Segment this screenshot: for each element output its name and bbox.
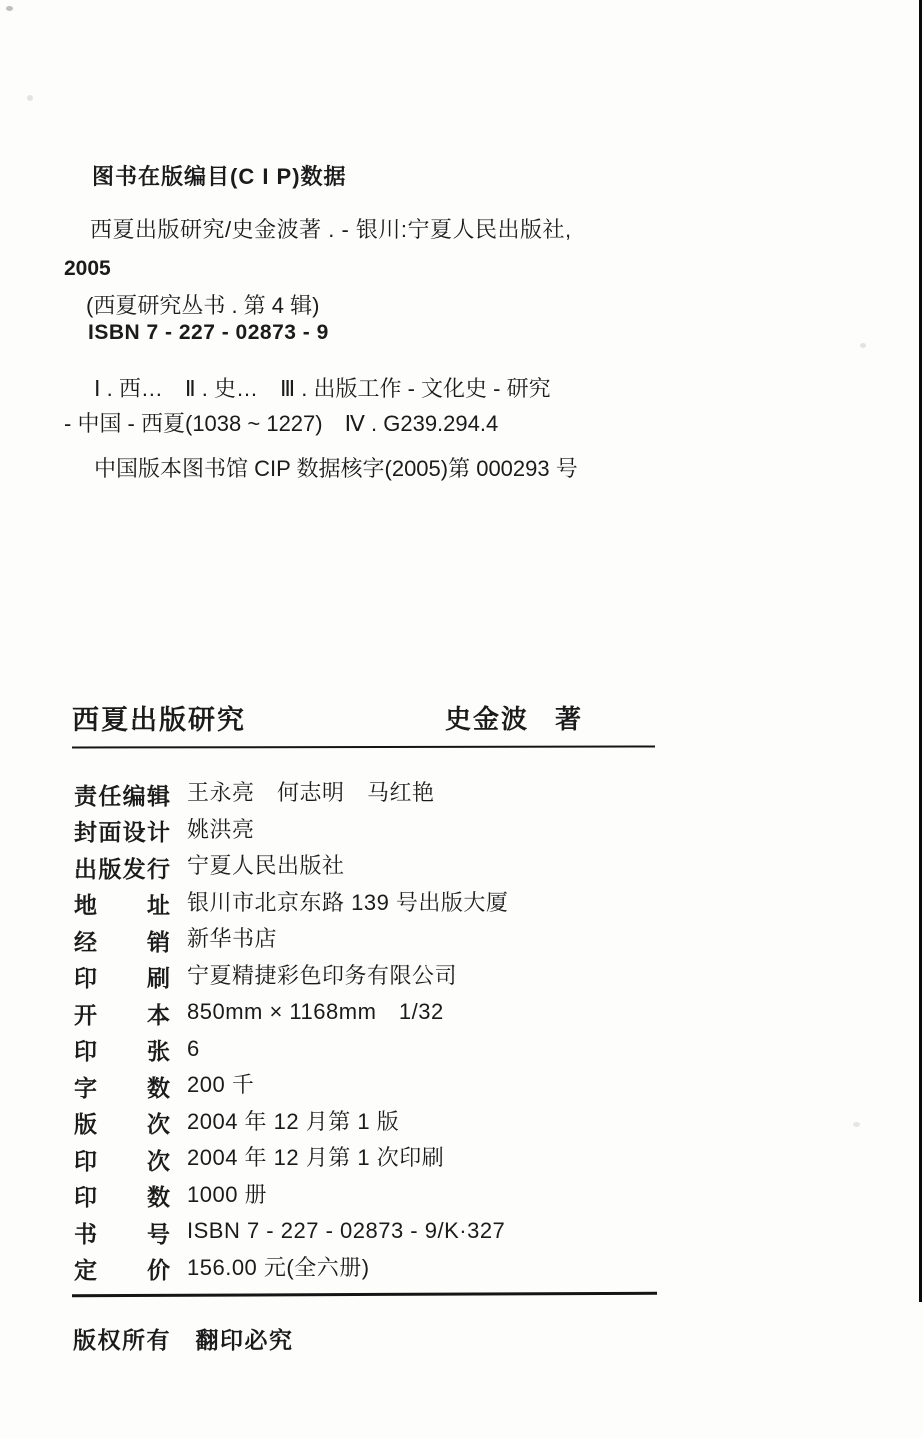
colophon-row-format xyxy=(74,994,508,1031)
colophon-label: 字数 xyxy=(74,1074,170,1101)
scan-edge-border xyxy=(919,0,922,1302)
colophon-row-word-count xyxy=(74,1067,508,1104)
colophon-label: 印次 xyxy=(74,1147,170,1174)
cip-year: 2005 xyxy=(64,257,111,280)
colophon-value: 200 千 xyxy=(187,1072,255,1097)
colophon-label: 印张 xyxy=(74,1038,170,1065)
cip-record-number: 中国版本图书馆 CIP 数据核字(2005)第 000293 号 xyxy=(94,456,578,481)
colophon-label: 责任编辑 xyxy=(74,782,170,809)
colophon-value: 156.00 元(全六册) xyxy=(187,1254,370,1280)
cip-classification-line1: Ⅰ . 西… Ⅱ . 史… Ⅲ . 出版工作 - 文化史 - 研究 xyxy=(94,376,551,401)
colophon-label: 地址 xyxy=(74,892,170,919)
colophon-value: 银川市北京东路 139 号出版大厦 xyxy=(187,889,509,915)
colophon-value: 2004 年 12 月第 1 次印刷 xyxy=(187,1145,445,1170)
colophon-value: 王永亮 何志明 马红艳 xyxy=(187,780,435,805)
colophon-label: 出版发行 xyxy=(74,855,170,882)
colophon-label: 印数 xyxy=(74,1184,170,1211)
colophon-value: 1000 册 xyxy=(187,1181,268,1207)
colophon-row-publisher xyxy=(74,848,508,885)
colophon-row-address xyxy=(74,885,508,922)
colophon-value: 850mm × 1168mm 1/32 xyxy=(187,999,444,1024)
scan-speck xyxy=(6,6,13,11)
colophon-value: 6 xyxy=(187,1035,200,1061)
colophon-row-price xyxy=(74,1250,508,1287)
title-row xyxy=(72,698,655,735)
colophon-value: 姚洪亮 xyxy=(187,816,255,842)
divider-rule-top xyxy=(72,745,655,748)
colophon-row-cover-design xyxy=(74,812,508,849)
colophon-label: 定价 xyxy=(74,1257,170,1284)
cip-series-note: (西夏研究丛书 . 第 4 辑) xyxy=(86,293,320,318)
colophon-label: 封面设计 xyxy=(74,819,170,846)
colophon-list xyxy=(74,775,508,1286)
colophon-row-printer xyxy=(74,958,508,995)
colophon-value: ISBN 7 - 227 - 02873 - 9/K·327 xyxy=(187,1218,506,1243)
cip-isbn: ISBN 7 - 227 - 02873 - 9 xyxy=(88,321,329,344)
book-title: 西夏出版研究 xyxy=(72,705,246,735)
colophon-row-sheets xyxy=(74,1031,508,1068)
colophon-row-book-number xyxy=(74,1213,508,1250)
colophon-value: 新华书店 xyxy=(187,926,278,951)
scan-speck xyxy=(853,1122,860,1127)
colophon-label: 书号 xyxy=(74,1220,170,1247)
colophon-label: 开本 xyxy=(74,1001,170,1028)
cip-heading: 图书在版编目(C I P)数据 xyxy=(92,164,347,189)
colophon-value: 宁夏人民出版社 xyxy=(187,853,345,878)
scan-speck xyxy=(27,95,33,101)
book-author xyxy=(445,699,583,736)
colophon-row-print-run xyxy=(74,1177,508,1214)
colophon-value: 2004 年 12 月第 1 版 xyxy=(187,1108,400,1134)
colophon-row-editor xyxy=(74,775,508,812)
divider-rule-bottom xyxy=(72,1292,657,1298)
colophon-label: 经销 xyxy=(74,928,170,955)
colophon-row-impression xyxy=(74,1140,508,1177)
cip-title-statement: 西夏出版研究/史金波著 . - 银川:宁夏人民出版社, xyxy=(90,217,572,242)
colophon-label: 版次 xyxy=(74,1111,170,1138)
colophon-value: 宁夏精捷彩色印务有限公司 xyxy=(187,962,458,988)
cip-classification-line2: - 中国 - 西夏(1038 ~ 1227) Ⅳ . G239.294.4 xyxy=(64,411,499,436)
copyright-notice: 版权所有 翻印必究 xyxy=(73,1327,294,1353)
author-suffix: 著 xyxy=(555,704,584,734)
scan-speck xyxy=(860,343,866,348)
colophon-row-distributor xyxy=(74,921,508,958)
author-name: 史金波 xyxy=(445,704,530,734)
colophon-row-edition xyxy=(74,1104,508,1141)
colophon-label: 印刷 xyxy=(74,965,170,992)
